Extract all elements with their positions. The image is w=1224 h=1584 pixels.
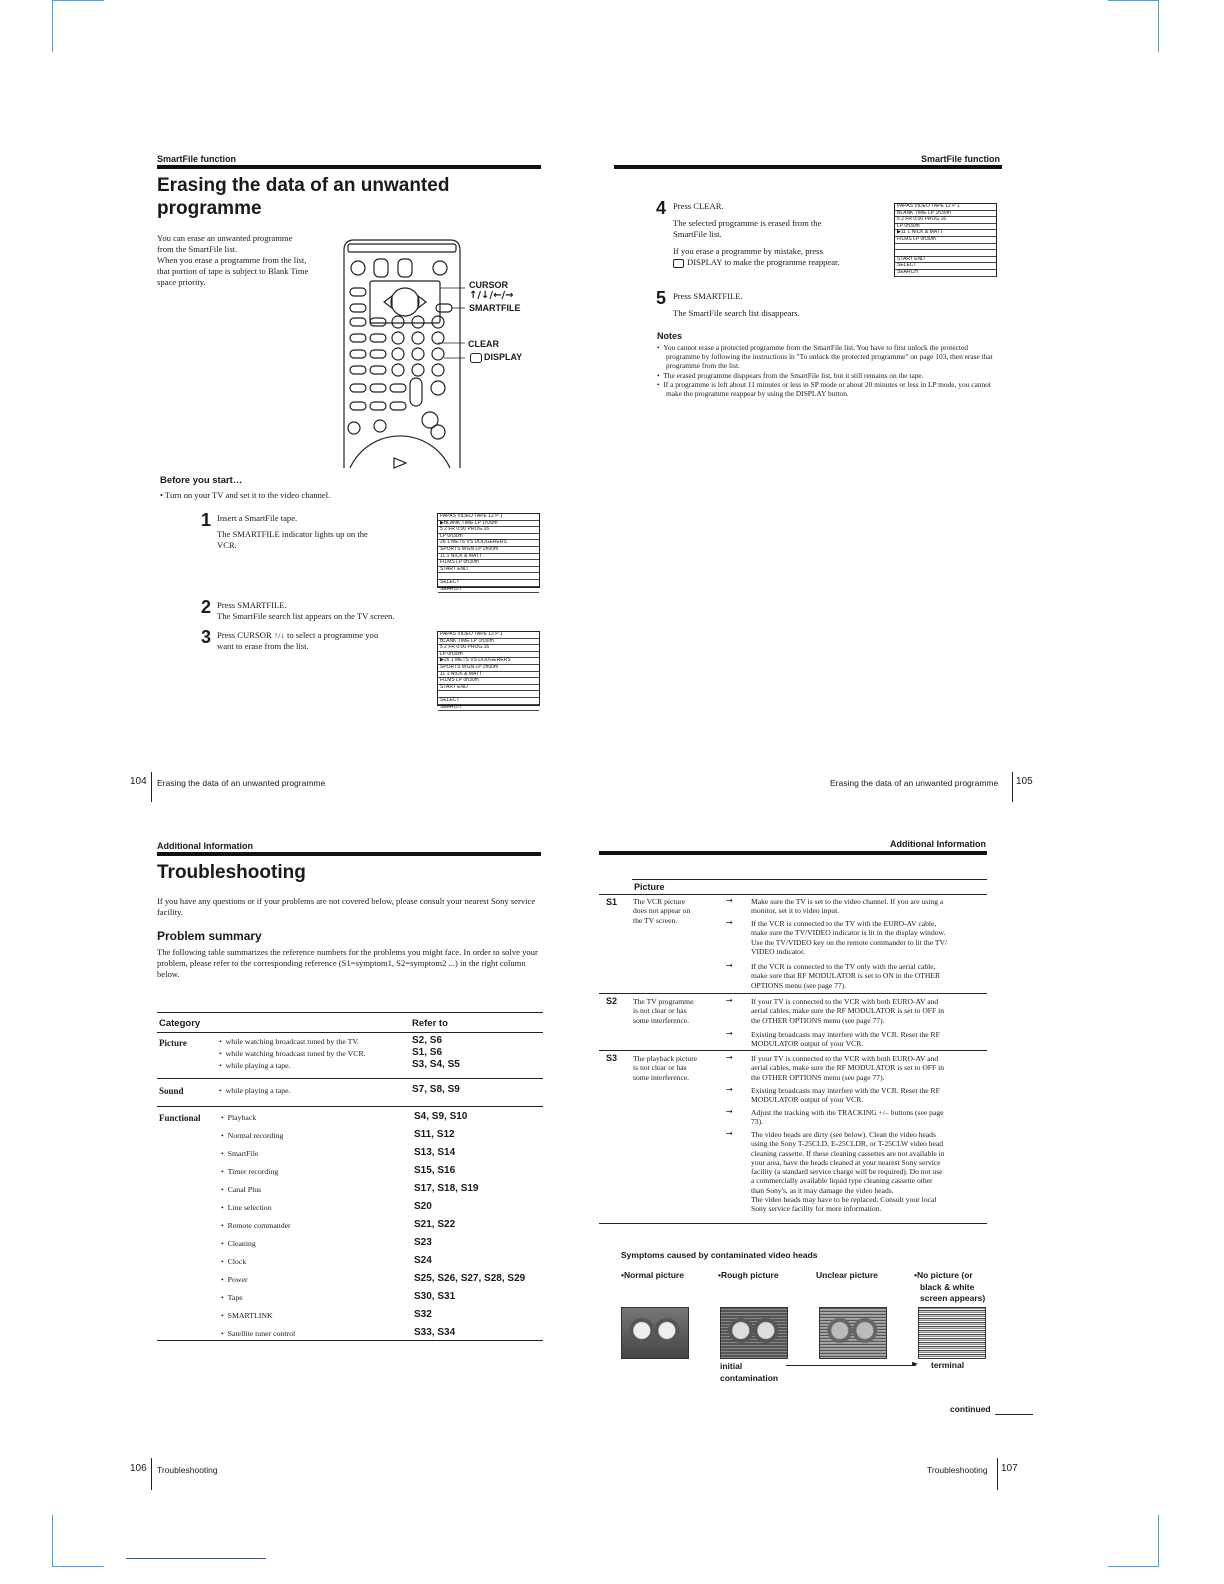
page-bar [997,1458,998,1490]
remote-control-illustration [340,236,465,468]
table-header-rule [599,894,987,895]
callout-clear: CLEAR [468,339,499,349]
arrow-icon: → [726,996,733,1005]
ref-value: S32 [414,1309,432,1320]
ref-value: S1, S6 [412,1047,443,1058]
troubleshooting-intro: If you have any questions or if your problems are not covered below, please consult your nearest Sony service facility. [157,896,536,917]
table-bottom-rule [599,1223,987,1224]
ref-value: S15, S16 [414,1165,456,1176]
ref-value: S21, S22 [414,1219,456,1230]
crop-mark [52,1566,104,1567]
step-2: Press SMARTFILE. The SmartFile search list appears on the TV screen. [217,600,395,621]
table-row: • while watching broadcast tuned by the TV. [219,1037,359,1046]
intro-text: You can erase an unwanted programme from the SmartFile list. When you erase a programme from the list, that portion of tape is subject to Blank Time space priority. [157,233,309,287]
continued-rule [995,1414,1033,1415]
progression-arrow [786,1365,916,1366]
symptom-desc: The TV programme is not clear or has some interference. [633,997,694,1025]
table-row: • Remote commander [221,1221,291,1230]
section-header: Additional Information [157,841,253,851]
step-number: 3 [201,627,212,647]
arrow-icon: → [726,896,733,905]
terminal-label: terminal [931,1360,965,1370]
table-row: • while playing a tape. [219,1086,291,1095]
remedy: Make sure the TV is set to the video channel. If you are using a monitor, set it to video input. [751,897,944,916]
table-row: • Canal Plus [221,1185,262,1194]
notes-list: • You cannot erase a protected programme from the SmartFile list. You have to first unlock the protected programme by following the instructions in "To unlock the protected programme" on page 103, then erase that programme from the list. • The erased programme disppears from the SmartFile list, but it still remains on the tape. • If a programme is left about 11 minutes or less in SP mode or about 20 minutes or less in LP mode, you cannot make the programme reappear by using the DISPLAY button. [657,343,993,399]
arrow-icon: → [726,1053,733,1062]
ref-value: S20 [414,1201,432,1212]
category-label: Sound [159,1086,184,1096]
table-row: • Tape [221,1293,243,1302]
symptom-desc: The VCR picture does not appear on the TV screen. [633,897,691,925]
smartfile-screen-2: PAPAS VIDEO TAPE 12 P 1 BLANK TIME LP 1h30m 5 2 FR 0:00 PROG 16 LP 0h30m ▶26 1 METS VS DODGERERS SPORTS WGN LP 2h00m 11 1 NICK & MATT FILMS LP 0h30m START END SELECT SEARCH [437,631,540,706]
remedy: If your TV is connected to the VCR with both EURO-AV and aerial cables, make sure the RF MODULATOR is set to OFF in the OTHER OPTIONS menu (see page 77). [751,997,945,1025]
ref-value: S17, S18, S19 [414,1183,479,1194]
crop-mark [1108,0,1158,1]
before-start-heading: Before you start… [160,475,243,486]
symptom-desc: The playback picture is not clear or has some interference. [633,1054,698,1082]
arrow-icon: → [726,1107,733,1116]
table-row: • Cleaning [221,1239,256,1248]
notes-heading: Notes [657,331,683,341]
problem-summary-text: The following table summarizes the reference numbers for the problems you might face. In order to solve your problem, please refer to the corresponding reference (S1=symptom1, S2=symptom2 ...) in the right column below. [157,947,538,979]
table-group-picture [157,1034,543,1078]
continued-label: continued [950,1404,991,1414]
table-group-sound [157,1079,543,1106]
ref-value: S3, S4, S5 [412,1059,460,1070]
page-footer: Troubleshooting [157,1465,218,1475]
section-picture-heading: Picture [634,882,665,892]
page-title: Erasing the data of an unwanted programme [157,175,450,219]
column-category: Category [159,1018,201,1029]
crop-mark [52,0,53,52]
callout-display: DISPLAY [484,352,523,362]
remedy: If the VCR is connected to the TV with the EURO-AV cable, make sure the TV/VIDEO indicator is lit in the display window. Use the TV/VIDEO key on the remote commander to lit the TV/ VIDEO indicator. [751,919,948,956]
display-button-icon [673,259,684,268]
step-1: Insert a SmartFile tape. The SMARTFILE indicator lights up on the VCR. [217,513,368,550]
header-rule [157,852,541,856]
summary-table [157,1034,543,1341]
table-header-rule [157,1032,543,1033]
initial-contamination-label: initial contamination [720,1361,779,1383]
bottom-rule [126,1558,266,1559]
page-footer: Erasing the data of an unwanted programme [830,778,999,788]
table-row: • SmartFile [221,1149,259,1158]
header-rule [614,165,1002,169]
remedy: The video heads are dirty (see below). Clean the video heads using the Sony T-25CLD, E-25CLDR, or T-25CLW video head cleaning cassette. If these cleaning cassettes are not available in your area, have the heads cleaned at your nearest Sony service facility (a standard service charge will be required). Do not use a commercially available liquid type cleaning cassette other than Sony's, as it may damage the video heads. The video heads may have to be replaced. Consult your local Sony service facility for more information. [751,1130,945,1214]
crop-mark [1108,1566,1158,1567]
unclear-picture-image [819,1307,887,1359]
step-5: Press SMARTFILE. The SmartFile search list disappears. [673,291,800,318]
table-row: • Power [221,1275,248,1284]
step-4: Press CLEAR. The selected programme is erased from the SmartFile list. If you erase a programme by mistake, press DISPLAY to make the programme reappear. [673,201,840,267]
ref-value: S33, S34 [414,1327,456,1338]
crop-mark [52,0,104,1]
arrow-icon: → [726,1029,733,1038]
remedy: If the VCR is connected to the TV only with the aerial cable, make sure that RF MODULATOR is set to ON in the OTHER OPTIONS menu (see page 77). [751,962,941,990]
callout-arrows: ↑/↓/←/→ [469,290,514,301]
header-rule [157,165,541,169]
ref-value: S7, S8, S9 [412,1084,460,1095]
normal-picture-image [621,1307,689,1359]
remedy: Existing broadcasts may interfere with the VCR. Reset the RF MODULATOR output of your VCR. [751,1030,940,1049]
remedy: Adjust the tracking with the TRACKING +/– buttons (see page 73). [751,1108,944,1127]
contamination-heading: Symptoms caused by contaminated video heads [621,1250,818,1260]
step-number: 4 [656,198,667,218]
display-button-icon [470,353,482,363]
arrow-icon: → [726,1085,733,1094]
ref-value: S4, S9, S10 [414,1111,468,1122]
step-number: 2 [201,597,212,617]
label-unclear: Unclear picture [816,1270,878,1280]
step-number: 5 [656,288,667,308]
rough-picture-image [720,1307,788,1359]
crop-mark [1158,0,1159,52]
table-row: • Timer recording [221,1167,279,1176]
callout-smartfile: SMARTFILE [469,303,521,313]
arrow-icon: → [726,918,733,927]
page-number: 105 [1016,776,1033,787]
header-rule [599,851,987,855]
ref-value: S13, S14 [414,1147,456,1158]
smartfile-screen-3: PAPAS VIDEO TAPE 12 P 1 BLANK TIME LP 1h30m 5 2 FR 0:00 PROG 16 LP 0h30m ▶11 1 NICK & MATT FILMS LP 0h30m START END SELECT SEARCH [894,203,997,277]
arrow-icon: ► [912,1359,919,1368]
page-footer: Troubleshooting [927,1465,988,1475]
section-header: Additional Information [890,839,986,849]
table-row: • Playback [221,1113,257,1122]
table-row: • Satellite tuner control [221,1329,296,1338]
step-number: 1 [201,510,212,530]
remedy: If your TV is connected to the VCR with both EURO-AV and aerial cables, make sure the RF MODULATOR is set to OFF in the OTHER OPTIONS menu (see page 77). [751,1054,945,1082]
table-row: • Clock [221,1257,247,1266]
page-number: 107 [1001,1463,1018,1474]
smartfile-screen-1: PAPAS VIDEO TAPE 12 P 1 ▶BLANK TIME LP 1h30m 5 2 FR 0:00 PROG 16 LP 0h30m 26 1 METS VS DODGERERS SPORTS WGN LP 2h00m 11 1 NICK & MATT FILMS LP 0h30m START END SELECT SEARCH [437,513,540,588]
label-rough: •Rough picture [718,1270,779,1280]
page-number: 106 [130,1463,147,1474]
table-row: • while playing a tape. [219,1061,291,1070]
row-rule [599,993,987,994]
symptom-id: S2 [606,996,618,1006]
ref-value: S23 [414,1237,432,1248]
table-row: • Line selection [221,1203,272,1212]
page-bar [151,772,152,802]
ref-value: S2, S6 [412,1035,443,1046]
category-label: Functional [159,1113,201,1123]
label-normal: •Normal picture [621,1270,684,1280]
remedy: Existing broadcasts may interfere with the VCR. Reset the RF MODULATOR output of your VCR. [751,1086,940,1105]
page-bar [1012,772,1013,802]
table-top-rule [632,879,987,880]
row-rule [599,1050,987,1051]
label-no-picture: •No picture (or black & white screen appears) [914,1270,986,1303]
section-header: SmartFile function [921,154,1001,164]
page-number: 104 [130,776,147,787]
ref-value: S11, S12 [414,1129,455,1140]
crop-mark [1158,1515,1159,1567]
page-title: Troubleshooting [157,862,306,883]
table-row: • while watching broadcast tuned by the VCR. [219,1049,366,1058]
ref-value: S30, S31 [414,1291,456,1302]
page-bar [151,1458,152,1490]
page-footer: Erasing the data of an unwanted programme [157,778,326,788]
step-3: Press CURSOR ↑/↓ to select a programme you want to erase from the list. [217,630,379,651]
arrow-icon: → [726,1129,733,1138]
symptom-id: S3 [606,1053,618,1063]
problem-summary-heading: Problem summary [157,929,262,943]
before-start-item: • Turn on your TV and set it to the video channel. [160,490,331,500]
arrow-icon: → [726,961,733,970]
table-row: • Normal recording [221,1131,284,1140]
crop-mark [52,1515,53,1567]
table-row: • SMARTLINK [221,1311,273,1320]
ref-value: S25, S26, S27, S28, S29 [414,1273,526,1284]
symptom-id: S1 [606,897,618,907]
table-top-rule [157,1012,543,1013]
ref-value: S24 [414,1255,432,1266]
table-group-functional [157,1107,543,1341]
no-picture-image [918,1307,986,1359]
table-bottom-rule [157,1340,543,1341]
category-label: Picture [159,1038,187,1048]
column-refer: Refer to [412,1018,448,1029]
section-header: SmartFile function [157,154,237,164]
callout-cursor: CURSOR [469,280,509,290]
